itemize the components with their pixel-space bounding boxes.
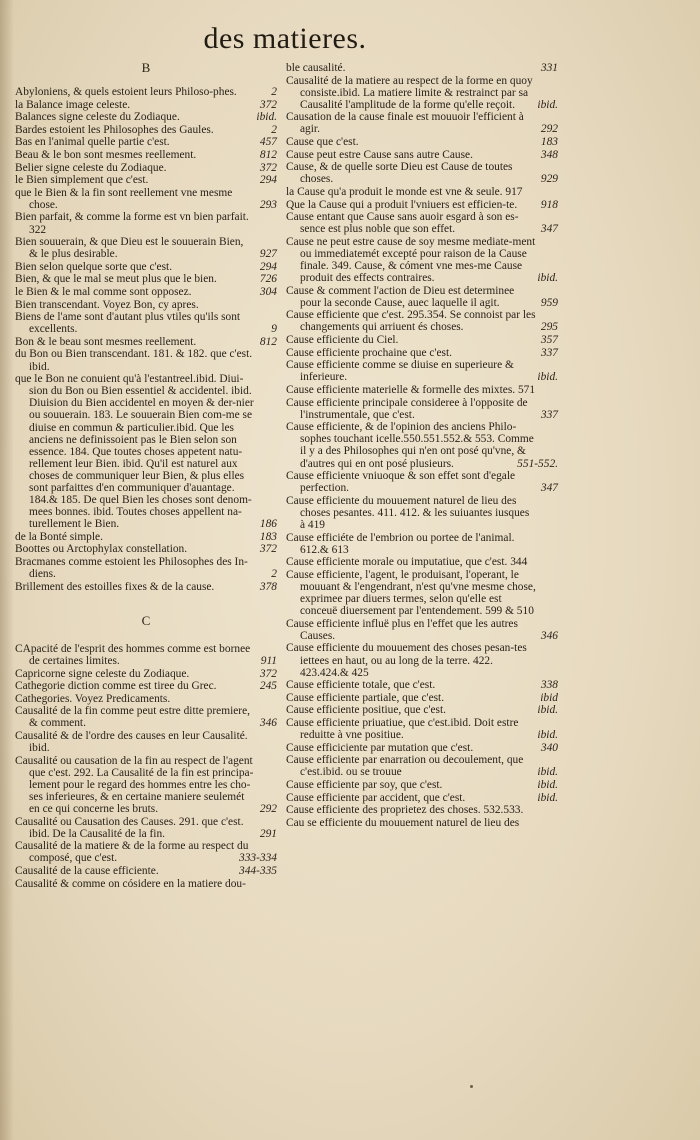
index-entry — [286, 470, 558, 494]
index-entry-page-ref: 2 — [271, 123, 277, 136]
index-entry-text: Cause efficiente, & de l'opinion des anciens Philo-sophes touchant icelle.550.551.552.& 553. Comme il y a des Philosophes qui n'en ont posé qu'vne, & d'autres qui en ont posé plusieurs. — [286, 421, 537, 470]
index-entry — [15, 705, 277, 729]
index-entry — [15, 211, 277, 235]
page-gutter-shadow — [0, 0, 14, 1140]
index-entry-page-ref: ibid. — [537, 729, 558, 742]
index-entry-page-ref: 338 — [540, 679, 558, 692]
index-entry-page-ref: ibid. — [256, 111, 277, 124]
index-entry-text: Causalité de la matiere & de la forme au respect du composé, que c'est. — [15, 840, 252, 865]
index-entry — [286, 62, 558, 74]
running-header: des matieres. — [203, 22, 367, 55]
index-entry-text: Causalité & comme on cósidere en la matiere dou- — [15, 877, 246, 890]
index-entry-text: Bas en l'animal quelle partie c'est. — [15, 136, 170, 149]
index-entry-page-ref: 929 — [540, 173, 558, 186]
index-entry — [286, 347, 558, 359]
index-entry-text: Causalité ou Causation des Causes. 291. que c'est. ibid. De la Causalité de la fin. — [15, 815, 247, 840]
index-entry-page-ref: 918 — [540, 198, 558, 211]
index-entry-page-ref: 344-335 — [239, 865, 277, 878]
index-entry — [286, 804, 558, 816]
index-entry — [286, 359, 558, 383]
index-entry — [15, 581, 277, 593]
index-entry-page-ref: 357 — [540, 334, 558, 347]
index-entry — [15, 149, 277, 161]
index-entry — [286, 285, 558, 309]
index-entry-text: du Bon ou Bien transcendant. 181. & 182. que c'est. ibid. — [15, 348, 255, 373]
index-entry — [15, 162, 277, 174]
index-entry-text: Cause efficiente, l'agent, le produisant, l'operant, le mouuant & l'engendrant, n'est qu'vne mesme chose, exprimee par diuers termes, selon qu'elle est conceuë diuersement par l'entendement. 599 & 510 — [286, 568, 539, 618]
index-entry — [15, 187, 277, 211]
index-entry — [286, 556, 558, 568]
index-entry — [15, 840, 277, 864]
index-entry-text: Cause peut estre Cause sans autre Cause. — [286, 148, 473, 161]
index-entry — [286, 679, 558, 691]
index-entry-page-ref: 337 — [540, 346, 558, 359]
index-list-b — [15, 86, 277, 593]
index-entry-page-ref: 292 — [259, 803, 277, 816]
index-entry-page-ref: ibid. — [537, 371, 558, 384]
index-entry-text: Cause efficiente par enarration ou decoulement, que c'est.ibid. ou se trouue — [286, 754, 527, 779]
index-entry-page-ref: 294 — [259, 174, 277, 187]
index-entry-text: Cause efficiente comme se diuise en superieure & inferieure. — [286, 359, 517, 384]
index-entry — [286, 384, 558, 396]
index-entry-text: Cause efficiente totale, que c'est. — [286, 679, 436, 692]
index-entry-page-ref: 347 — [540, 223, 558, 236]
index-entry — [286, 309, 558, 333]
index-entry-page-ref: 457 — [259, 136, 277, 149]
index-entry-text: Cause efficiente des proprietez des choses. 532.533. — [286, 804, 524, 817]
index-entry — [15, 286, 277, 298]
index-entry-page-ref: 340 — [540, 741, 558, 754]
index-entry — [286, 792, 558, 804]
index-entry — [286, 136, 558, 148]
index-entry — [286, 569, 558, 617]
index-entry-text: Cause efficiente du mouuement naturel de lieu des choses pesantes. 411. 412. & les suiuantes iusques à 419 — [286, 494, 533, 531]
index-entry-page-ref: ibid. — [537, 778, 558, 791]
index-entry-text: Cathegories. Voyez Predicaments. — [15, 692, 171, 705]
index-entry-text: ble causalité. — [286, 62, 346, 74]
index-entry-text: Cause & comment l'action de Dieu est determinee pour la seconde Cause, auec laquelle il agit. — [286, 284, 518, 309]
index-entry-text: Bien selon quelque sorte que c'est. — [15, 260, 173, 273]
index-entry-text: Cause efficiente par accident, que c'est. — [286, 791, 466, 804]
index-entry-page-ref: 337 — [540, 408, 558, 421]
index-entry-text: Cause entant que Cause sans auoir esgard à son es-sence est plus noble que son effet. — [286, 211, 519, 236]
index-entry-page-ref: 245 — [259, 680, 277, 693]
index-entry-text: Cathegorie diction comme est tiree du Grec. — [15, 680, 217, 693]
index-entry-page-ref: ibid. — [537, 766, 558, 779]
index-entry-text: Bien, & que le mal se meut plus que le bien. — [15, 273, 217, 286]
index-entry — [15, 311, 277, 335]
index-entry-page-ref: 812 — [259, 148, 277, 161]
index-entry-page-ref: 183 — [540, 136, 558, 149]
index-entry — [286, 199, 558, 211]
index-entry — [15, 755, 277, 815]
index-entry-page-ref: 295 — [540, 321, 558, 334]
index-entry — [286, 236, 558, 284]
index-entry-page-ref: 292 — [540, 123, 558, 136]
index-entry-text: Bien souuerain, & que Dieu est le souuerain Bien, & le plus desirable. — [15, 236, 247, 261]
index-entry-page-ref: 551-552. — [517, 457, 558, 470]
index-entry — [15, 99, 277, 111]
index-entry — [15, 543, 277, 555]
index-entry — [286, 161, 558, 185]
index-entry — [15, 693, 277, 705]
index-entry — [286, 334, 558, 346]
index-entry-page-ref: 372 — [259, 543, 277, 556]
index-entry-page-ref: ibid. — [537, 272, 558, 285]
index-entry-page-ref: 293 — [259, 198, 277, 211]
index-entry-text: Bardes estoient les Philosophes des Gaules. — [15, 123, 214, 136]
index-entry-text: la Cause qu'a produit le monde est vne & seule. 917 — [286, 185, 523, 198]
index-entry-text: Belier signe celeste du Zodiaque. — [15, 161, 167, 174]
index-entry — [286, 692, 558, 704]
index-entry — [286, 754, 558, 778]
index-entry — [286, 817, 558, 829]
index-entry — [15, 111, 277, 123]
index-entry-page-ref: 294 — [259, 260, 277, 273]
index-entry-text: Cause efficiciente par mutation que c'est. — [286, 741, 474, 754]
index-entry-text: Causalité de la cause efficiente. — [15, 865, 159, 878]
index-entry — [15, 273, 277, 285]
index-entry-text: Cause efficiente morale ou imputatiue, que c'est. 344 — [286, 556, 528, 569]
index-entry — [15, 556, 277, 580]
index-entry — [15, 136, 277, 148]
index-entry-text: Cause efficiente que c'est. 295.354. Se connoist par les changements qui arriuent és choses. — [286, 309, 539, 334]
index-entry — [286, 717, 558, 741]
index-entry-page-ref: 2 — [271, 86, 277, 98]
index-entry-text: Cause efficiente priuatiue, que c'est.ibid. Doit estre reduitte à vne positiue. — [286, 716, 522, 742]
index-entry — [286, 642, 558, 678]
index-entry — [286, 742, 558, 754]
index-entry-page-ref: 812 — [259, 335, 277, 348]
ink-dot — [470, 1085, 473, 1088]
index-entry — [286, 704, 558, 716]
index-entry — [15, 878, 277, 890]
index-entry-text: Brillement des estoilles fixes & de la cause. — [15, 580, 215, 593]
index-entry-text: Bon & le beau sont mesmes reellement. — [15, 335, 197, 348]
index-entry-page-ref: ibid. — [537, 98, 558, 111]
index-entry — [15, 643, 277, 667]
right-column — [286, 62, 558, 829]
index-entry-text: Cause efficiente par soy, que c'est. — [286, 778, 443, 791]
index-entry-text: Cause, & de quelle sorte Dieu est Cause de toutes choses. — [286, 161, 516, 186]
index-entry — [286, 111, 558, 135]
index-entry-text: Causalité & de l'ordre des causes en leur Causalité. ibid. — [15, 730, 251, 755]
index-entry-text: Cause efficiéte de l'embrion ou portee de l'animal. 612.& 613 — [286, 531, 518, 556]
index-entry-text: Cause efficiente prochaine que c'est. — [286, 346, 452, 359]
index-entry — [15, 531, 277, 543]
index-entry-text: Biens de l'ame sont d'autant plus vtiles qu'ils sont excellents. — [15, 311, 243, 336]
index-entry-page-ref: 959 — [540, 296, 558, 309]
left-column — [15, 62, 277, 890]
index-list-c — [15, 643, 277, 890]
index-entry — [286, 397, 558, 421]
index-entry — [15, 86, 277, 98]
index-entry-text: Causalité ou causation de la fin au respect de l'agent que c'est. 292. La Causalité de la fin est principa-lement pour le regard des hommes entre les cho-ses inferieures, & en certaine maniere seulemét en ce qui concerne les bruts. — [15, 754, 256, 816]
index-entry-text: Cause efficiente principale consideree à l'opposite de l'instrumentale, que c'est. — [286, 396, 531, 421]
index-entry-page-ref: 372 — [259, 161, 277, 174]
index-entry — [286, 75, 558, 111]
index-entry — [15, 261, 277, 273]
index-entry — [15, 730, 277, 754]
index-entry — [15, 668, 277, 680]
index-entry-page-ref: 347 — [540, 482, 558, 495]
index-entry-text: Bien transcendant. Voyez Bon, cy apres. — [15, 298, 199, 311]
index-entry-text: Abyloniens, & quels estoient leurs Philoso-phes. — [15, 86, 237, 98]
index-entry-text: Cause que c'est. — [286, 136, 359, 149]
index-entry-text: Bien parfait, & comme la forme est vn bien parfait. 322 — [15, 211, 252, 236]
index-entry-text: Cause efficiente materielle & formelle des mixtes. 571 — [286, 383, 536, 396]
index-entry-text: Cau se efficiente du mouuement naturel de lieu des — [286, 816, 520, 829]
index-entry — [15, 348, 277, 372]
index-entry — [15, 680, 277, 692]
index-entry-text: Cause efficiente partiale, que c'est. — [286, 691, 445, 704]
index-entry-page-ref: ibid. — [537, 704, 558, 717]
index-entry-text: CApacité de l'esprit des hommes comme est bornee de certaines limites. — [15, 642, 254, 667]
index-entry-text: Cause ne peut estre cause de soy mesme mediate-ment ou immediatemét excepté pour raison de la Cause finale. 349. Cause, & cóment vne mes-me Cause produit des effects contraires. — [286, 235, 539, 285]
index-entry-page-ref: 333-334 — [239, 852, 277, 865]
index-entry-text: que le Bien & la fin sont reellement vne mesme chose. — [15, 186, 236, 211]
index-entry-page-ref: ibid. — [537, 791, 558, 804]
index-entry-page-ref: 9 — [271, 323, 277, 336]
index-entry-text: Balances signe celeste du Zodiaque. — [15, 111, 180, 124]
index-entry-text: Causalité de la fin comme peut estre ditte premiere, & comment. — [15, 705, 253, 730]
index-entry-text: Cause efficiente influë plus en l'effet que les autres Causes. — [286, 617, 521, 642]
index-entry-text: Causalité de la matiere au respect de la forme en quoy consiste.ibid. La matiere limite & restrainct par sa Causalité l'amplitude de la forme qu'elle reçoit. — [286, 74, 536, 111]
index-entry-page-ref: 304 — [259, 286, 277, 298]
index-entry-text: Cause efficiente positiue, que c'est. — [286, 704, 446, 717]
index-entry — [286, 495, 558, 531]
index-entry-text: Cause efficiente du Ciel. — [286, 334, 399, 347]
index-entry-page-ref: 372 — [259, 667, 277, 680]
index-entry-page-ref: 911 — [260, 654, 277, 667]
index-entry-page-ref: 927 — [259, 248, 277, 261]
index-entry-text: Capricorne signe celeste du Zodiaque. — [15, 667, 190, 680]
index-entry-page-ref: 186 — [259, 518, 277, 531]
index-entry-text: le Bien simplement que c'est. — [15, 174, 149, 187]
index-entry — [286, 149, 558, 161]
index-entry-text: de la Bonté simple. — [15, 530, 103, 543]
index-entry — [15, 124, 277, 136]
index-list-c-continued — [286, 62, 558, 829]
index-entry-text: que le Bon ne conuient qu'à l'estantreel.ibid. Diui-sion du Bon ou Bien essentiel & accidentel. ibid. Diuision du Bien accidentel en moyen & der-nier ou souuerain. 183. Le souuerain Bien com-me se diuise en commun & particulier.ibid. Que les anciens ne definissoient pas le Bien selon son essence. 184. Que toutes choses appetent natu-rellement leur Bien. ibid. Qu'il est naturel aux choses de communiquer leur Bien, & plus elles sont parfaittes d'en communiquer d'auantage. 184.& 185. De quel Bien les choses sont denom-mees bonnes. ibid. Toutes choses appellent na-turellement le Bien. — [15, 373, 257, 531]
index-entry — [286, 421, 558, 469]
index-entry — [15, 299, 277, 311]
index-entry-text: Cause efficiente du mouuement des choses pesan-tes iettees en haut, ou au long de la terre. 422. 423.424.& 425 — [286, 642, 530, 679]
index-entry-text: le Bien & le mal comme sont opposez. — [15, 286, 192, 298]
index-entry — [286, 532, 558, 556]
index-entry-page-ref: 726 — [259, 273, 277, 286]
index-entry-page-ref: 348 — [540, 148, 558, 161]
index-entry-page-ref: 2 — [271, 568, 277, 581]
index-entry-page-ref: 372 — [259, 98, 277, 111]
index-entry-text: Bracmanes comme estoient les Philosophes des In-diens. — [15, 556, 248, 581]
section-letter-b: B — [141, 60, 151, 75]
index-entry — [15, 865, 277, 877]
index-entry — [286, 618, 558, 642]
index-entry — [15, 174, 277, 186]
index-entry — [286, 211, 558, 235]
index-entry — [15, 236, 277, 260]
index-entry-text: Boottes ou Arctophylax constellation. — [15, 543, 188, 556]
index-entry-page-ref: 291 — [259, 827, 277, 840]
index-entry-page-ref: 346 — [540, 629, 558, 642]
index-entry-page-ref: 346 — [259, 717, 277, 730]
index-entry — [15, 373, 277, 530]
index-entry-page-ref: ibid — [540, 691, 558, 704]
index-entry-text: Beau & le bon sont mesmes reellement. — [15, 148, 197, 161]
index-entry-text: Cause efficiente vniuoque & son effet sont d'egale perfection. — [286, 470, 518, 495]
index-entry-page-ref: 331 — [540, 62, 558, 74]
index-entry-page-ref: 378 — [259, 580, 277, 593]
index-entry-text: la Balance image celeste. — [15, 98, 131, 111]
index-entry-page-ref: 183 — [259, 530, 277, 543]
index-entry — [15, 816, 277, 840]
index-entry-text: Que la Cause qui a produit l'vniuers est efficien-te. — [286, 198, 518, 211]
index-entry — [15, 336, 277, 348]
index-entry — [286, 186, 558, 198]
section-letter-c: C — [141, 612, 151, 628]
index-entry — [286, 779, 558, 791]
index-entry-text: Causation de la cause finale est mouuoir l'efficient à agir. — [286, 111, 527, 136]
